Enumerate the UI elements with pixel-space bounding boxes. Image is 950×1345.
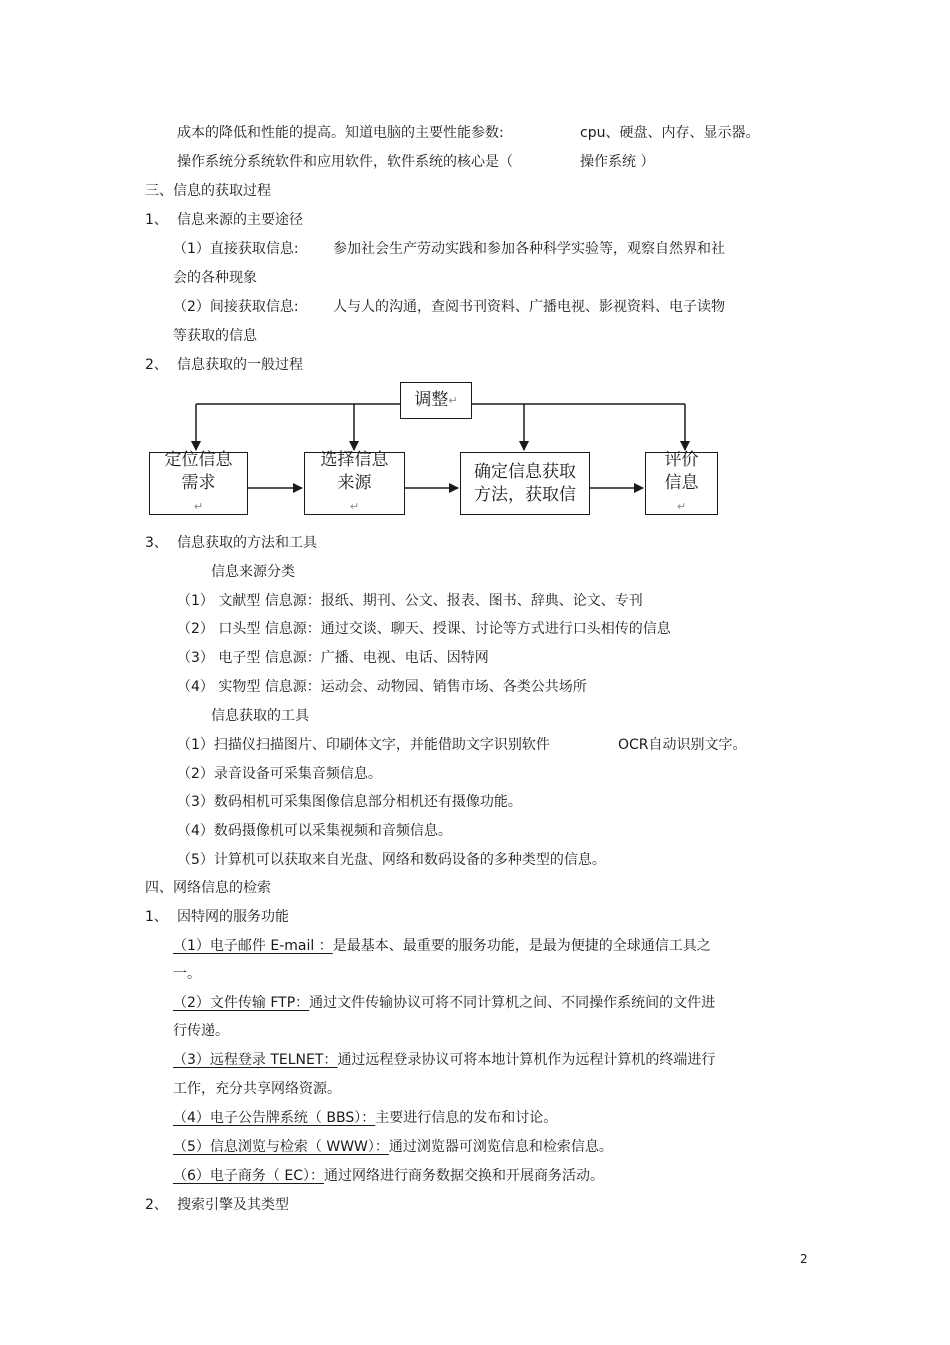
service-label: （6）电子商务（ EC）： [173, 1168, 324, 1184]
service-text: 通过浏览器可浏览信息和检索信息。 [388, 1139, 613, 1155]
service-text: 通过网络进行商务数据交换和开展商务活动。 [323, 1168, 604, 1184]
return-mark: ↵ [349, 500, 360, 513]
section3-item3-title: 信息获取的方法和工具 [177, 535, 317, 551]
service-ftp-cont: 行传递。 [173, 1023, 229, 1039]
section3-item2-num: 2、 [145, 357, 168, 373]
section3-item1-title: 信息来源的主要途径 [177, 212, 303, 228]
tools-heading: 信息获取的工具 [211, 708, 309, 724]
service-email-cont: 一。 [173, 966, 201, 982]
service-email [173, 936, 711, 956]
section4-item2-title: 搜索引擎及其类型 [177, 1197, 289, 1213]
return-mark: ↵ [448, 394, 458, 407]
source-item: （2） 口头型 信息源：通过交谈、聊天、授课、讨论等方式进行口头相传的信息 [177, 621, 671, 637]
flow-step3-line2: 方法，获取信 [474, 484, 576, 505]
flow-step1-line2: 需求 [181, 473, 216, 493]
service-www [173, 1137, 613, 1157]
indirect-text-cont: 等获取的信息 [173, 328, 257, 344]
tool-item: （3）数码相机可采集图像信息部分相机还有摄像功能。 [177, 794, 522, 810]
section3-item3-num: 3、 [145, 535, 168, 551]
flow-step2-line1: 选择信息 [320, 450, 389, 470]
intro-line-2b: 操作系统 ） [580, 154, 655, 170]
flow-step4-line1: 评价 [664, 450, 699, 470]
section3-item1-num: 1、 [145, 212, 168, 228]
tool-item: （2）录音设备可采集音频信息。 [177, 766, 382, 782]
flow-step-determine-method [460, 452, 590, 515]
service-text: 主要进行信息的发布和讨论。 [375, 1110, 558, 1126]
service-ec [173, 1166, 604, 1186]
source-item: （4） 实物型 信息源：运动会、动物园、销售市场、各类公共场所 [177, 679, 587, 695]
service-bbs [173, 1108, 557, 1128]
service-text: 是最基本、最重要的服务功能，是最为便捷的全球通信工具之 [332, 938, 711, 954]
service-label: （2）文件传输 FTP： [173, 995, 310, 1011]
service-label: （5）信息浏览与检索（ WWW）： [173, 1139, 389, 1155]
intro-line-1a: 成本的降低和性能的提高。知道电脑的主要性能参数: [177, 125, 504, 141]
service-label: （1）电子邮件 E-mail ： [173, 938, 333, 954]
section4-item1-num: 1、 [145, 909, 168, 925]
service-label: （4）电子公告牌系统（ BBS）： [173, 1110, 376, 1126]
tool-item: （4）数码摄像机可以采集视频和音频信息。 [177, 823, 452, 839]
section3-item2-title: 信息获取的一般过程 [177, 357, 303, 373]
service-telnet [173, 1050, 715, 1070]
service-ftp [173, 993, 715, 1013]
flow-step-evaluate [645, 452, 718, 515]
direct-text-cont: 会的各种现象 [173, 270, 257, 286]
flow-step2-line2: 来源 [337, 473, 372, 493]
return-mark: ↵ [193, 500, 204, 513]
service-label: （3）远程登录 TELNET： [173, 1052, 338, 1068]
section4-item1-title: 因特网的服务功能 [177, 909, 289, 925]
source-item: （1） 文献型 信息源：报纸、期刊、公文、报表、图书、辞典、论文、专刊 [177, 593, 643, 609]
intro-line-2a: 操作系统分系统软件和应用软件，软件系统的核心是（ [177, 154, 513, 170]
flow-step3-line1: 确定信息获取 [474, 461, 576, 482]
flow-step-select-source [304, 452, 405, 515]
flow-adjust-label: 调整 [414, 390, 449, 410]
service-text: 通过远程登录协议可将本地计算机作为远程计算机的终端进行 [337, 1052, 716, 1068]
indirect-text: 人与人的沟通，查阅书刊资料、广播电视、影视资料、电子读物 [333, 299, 725, 315]
direct-label: （1）直接获取信息: [173, 241, 299, 257]
tool-item: （5）计算机可以获取来自光盘、网络和数码设备的多种类型的信息。 [177, 852, 606, 868]
service-telnet-cont: 工作，充分共享网络资源。 [173, 1081, 341, 1097]
page-number: 2 [800, 1252, 808, 1266]
direct-text: 参加社会生产劳动实践和参加各种科学实验等，观察自然界和社 [333, 241, 725, 257]
section4-title: 四、网络信息的检索 [145, 880, 271, 896]
return-mark: ↵ [676, 500, 687, 513]
tool-item-1a: （1）扫描仪扫描图片、印刷体文字，并能借助文字识别软件 [177, 737, 550, 753]
flow-step4-line2: 信息 [664, 473, 699, 493]
source-item: （3） 电子型 信息源：广播、电视、电话、因特网 [177, 650, 489, 666]
service-text: 通过文件传输协议可将不同计算机之间、不同操作系统间的文件进 [309, 995, 716, 1011]
source-classification-heading: 信息来源分类 [211, 564, 295, 580]
section4-item2-num: 2、 [145, 1197, 168, 1213]
flow-step-define-need [149, 452, 248, 515]
flow-step1-line1: 定位信息 [164, 450, 233, 470]
intro-line-1b: cpu、硬盘、内存、显示器。 [580, 125, 760, 141]
tool-item-1b: OCR自动识别文字。 [618, 737, 747, 753]
indirect-label: （2）间接获取信息: [173, 299, 299, 315]
flow-adjust-box [400, 382, 472, 419]
section3-title: 三、信息的获取过程 [145, 183, 271, 199]
